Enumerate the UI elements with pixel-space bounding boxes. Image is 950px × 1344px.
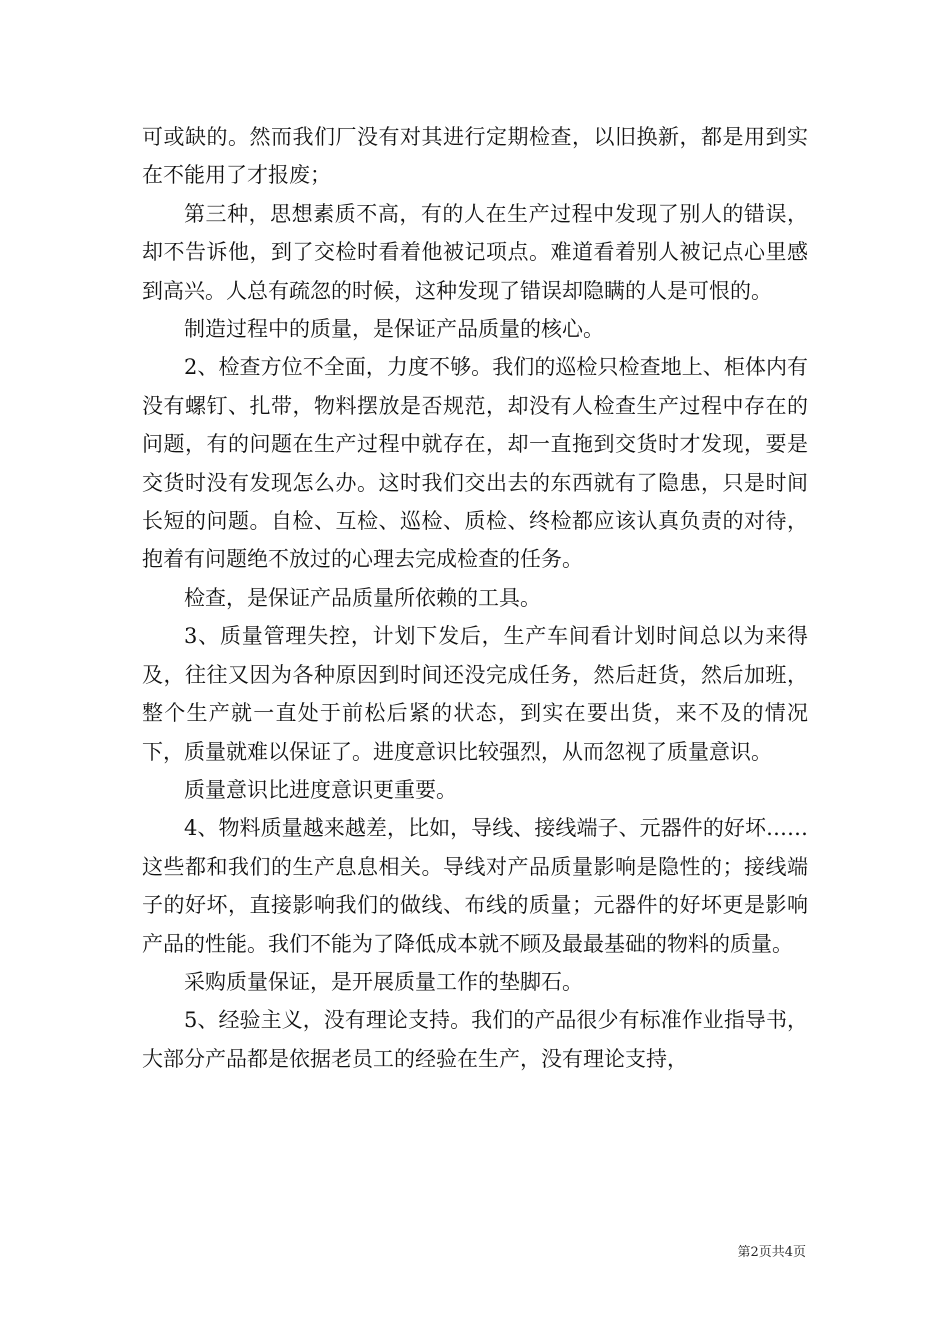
paragraph: 4、物料质量越来越差，比如，导线、接线端子、元器件的好坏……这些都和我们的生产息息相关。导线对产品质量影响是隐性的；接线端子的好坏，直接影响我们的做线、布线的质量；元器件的好坏更是影响产品的性能。我们不能为了降低成本就不顾及最最基础的物料的质量。: [142, 816, 808, 956]
paragraph: 可或缺的。然而我们厂没有对其进行定期检查，以旧换新，都是用到实在不能用了才报废；: [142, 125, 808, 188]
paragraph: 第三种，思想素质不高，有的人在生产过程中发现了别人的错误，却不告诉他，到了交检时看着他被记项点。难道看着别人被记点心里感到高兴。人总有疏忽的时候，这种发现了错误却隐瞒的人是可恨的。: [142, 201, 808, 303]
summary-line: 采购质量保证，是开展质量工作的垫脚石。: [184, 969, 583, 994]
document-body: [142, 118, 808, 1078]
summary-line: 质量意识比进度意识更重要。: [184, 777, 457, 802]
paragraph: 3、质量管理失控，计划下发后，生产车间看计划时间总以为来得及，往往又因为各种原因到时间还没完成任务，然后赶货，然后加班，整个生产就一直处于前松后紧的状态，到实在要出货，来不及的情况下，质量就难以保证了。进度意识比较强烈，从而忽视了质量意识。: [142, 624, 808, 764]
page-number: 第2页共4页: [737, 1245, 806, 1260]
paragraph: 2、检查方位不全面，力度不够。我们的巡检只检查地上、柜体内有没有螺钉、扎带，物料摆放是否规范，却没有人检查生产过程中存在的问题，有的问题在生产过程中就存在，却一直拖到交货时才发现，要是交货时没有发现怎么办。这时我们交出去的东西就有了隐患，只是时间长短的问题。自检、互检、巡检、质检、终检都应该认真负责的对待，抱着有问题绝不放过的心理去完成检查的任务。: [142, 355, 808, 572]
summary-line: 制造过程中的质量，是保证产品质量的核心。: [184, 317, 604, 342]
summary-line: 检查，是保证产品质量所依赖的工具。: [184, 585, 541, 610]
paragraph: 5、经验主义，没有理论支持。我们的产品很少有标准作业指导书，大部分产品都是依据老员工的经验在生产，没有理论支持，: [142, 1008, 808, 1071]
